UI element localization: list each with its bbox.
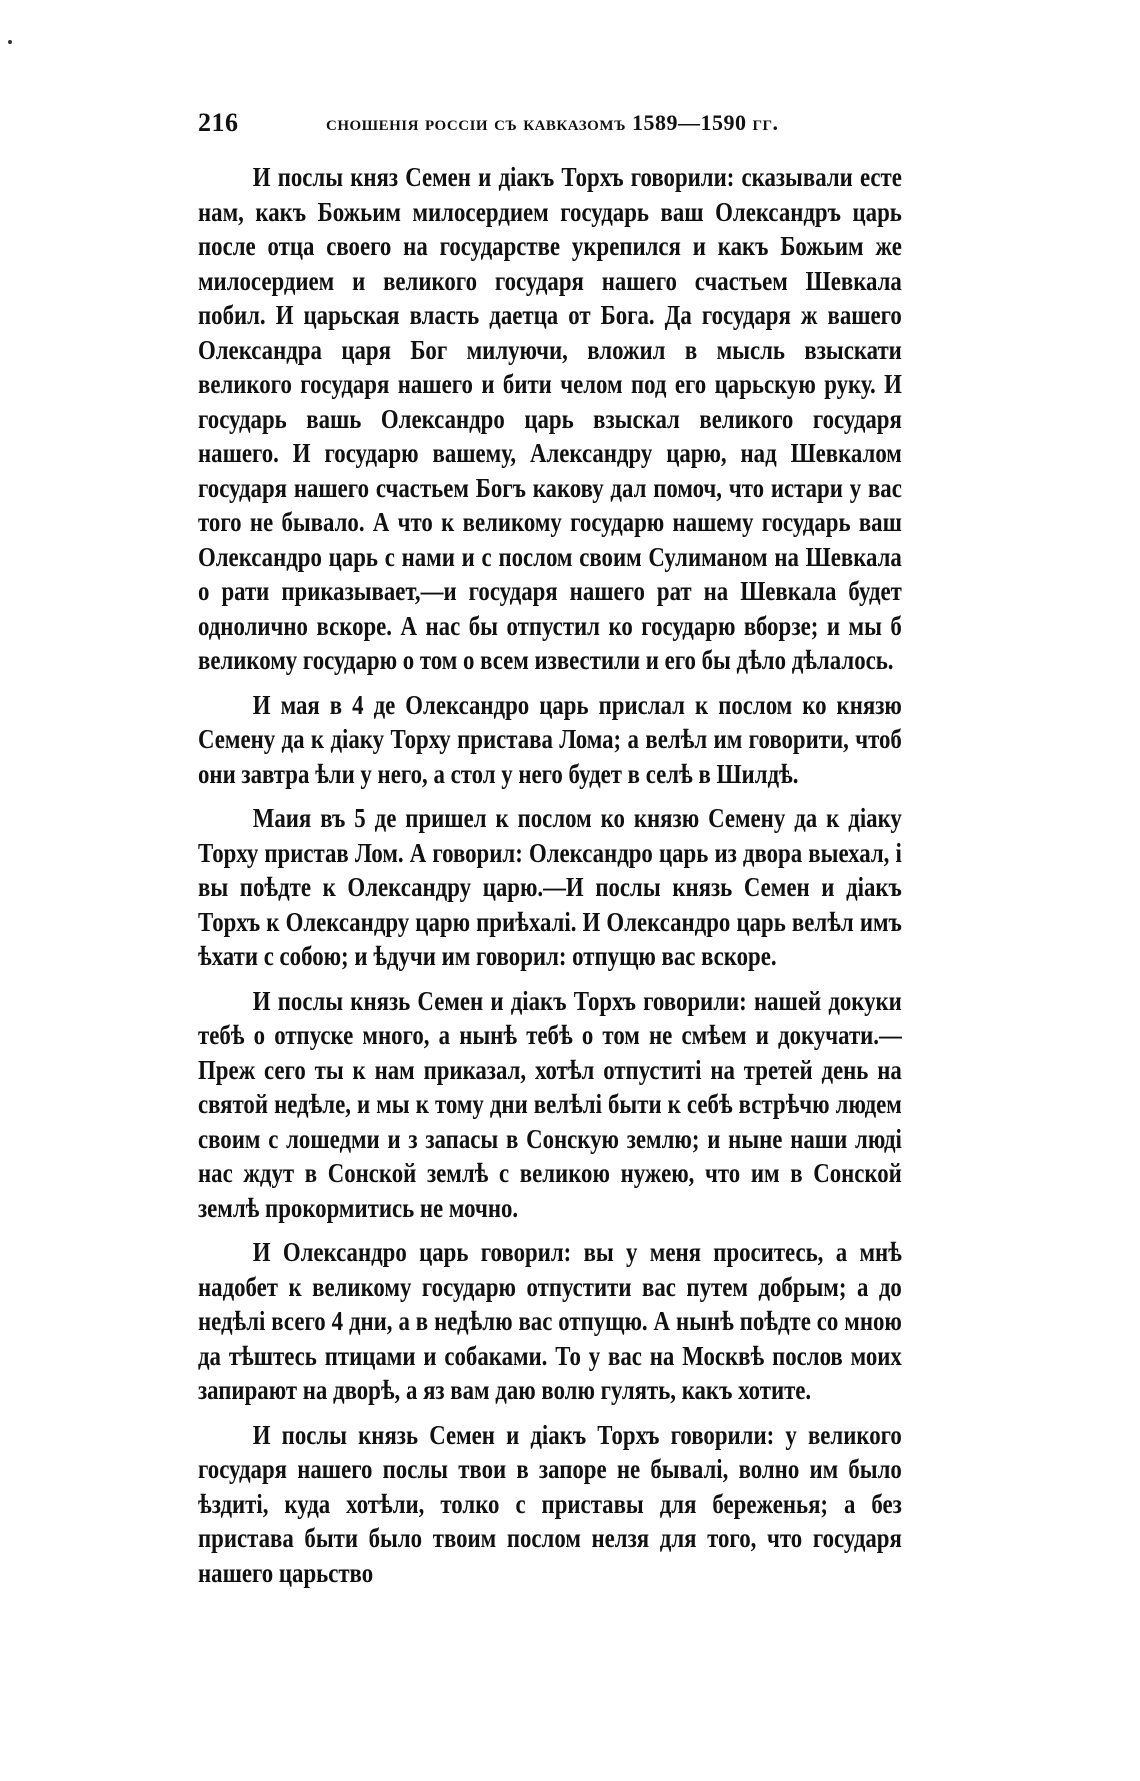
paragraph: И мая в 4 де Олександро царь прислал к послом ко князю Семену да к діаку Торху пристава Лома; а велѣл им говорити, чтоб они завтра ѣли у него, а стол у него будет в селѣ в Шилдѣ. [198,688,902,789]
paragraph: И послы князь Семен и діакъ Торхъ говорили: у великого государя нашего послы твои в запоре не бывалі, волно им было ѣздиті, куда хотѣли, толко с приставы для береженья; а без пристава быти было твоим послом нелзя для того, что государя нашего царьство [198,1418,902,1588]
paragraph: Маия въ 5 де пришел к послом ко князю Семену да к діаку Торху пристав Лом. А говорил: Олександро царь из двора выехал, і вы поѣдте к Олександру царю.—И послы князь Семен и діакъ Торхъ к Олександру царю приѣхалі. И Олександро царь велѣл имъ ѣхати с собою; и ѣдучи им говорил: отпущю вас вскоре. [198,802,902,971]
running-head: сношенія россіи съ кавказомъ 1589—1590 гг. [326,110,779,135]
page-number: 216 [198,108,239,137]
paragraph: И послы князь Семен и діакъ Торхъ говорили: нашей докуки тебѣ о отпуске много, а нынѣ тебѣ о том не смѣем и докучати.— Преж сего ты к нам приказал, хотѣл отпуститі на третей день на святой недѣле, и мы к тому дни велѣлі быти к себѣ встрѣчю людем своим с лошедми и з запасы в Сонскую землю; и ныне наши люді нас ждут в Сонской землѣ с великою нужею, что им в Сонской землѣ прокормитись не мочно. [198,984,902,1223]
paragraph: И послы княз Семен и діакъ Торхъ говорили: сказывали есте нам, какъ Божьим милосердием государь ваш Олександръ царь после отца своего на государстве укрепился и какъ Божьим же милосердием и великого государя нашего счастьем Шевкала побил. И царьская власть даетца от Бога. Да государя ж вашего Олександра царя Бог милуючи, вложил в мысль взыскати великого государя нашего и бити челом под его царьскую руку. И государь вашь Олександро царь взыскал великого государя нашего. И государю вашему, Александру царю, над Шевкалом государя нашего счастьем Богъ какову дал помоч, что истари у вас того не бывало. А что к великому государю нашему государь ваш Олександро царь с нами и с послом своим Сулиманом на Шевкала о рати приказывает,—и государя нашего рат на Шевкала будет однолично вскоре. А нас бы отпустил ко государю вборзе; и мы б великому государю о том о всем известили и его бы дѣло дѣлалось. [198,161,902,675]
page-header [198,108,924,148]
margin-speck [8,40,12,44]
body-text [198,160,902,1600]
paragraph: И Олександро царь говорил: вы у меня проситесь, а мнѣ надобет к великому государю отпустити вас путем добрым; а до недѣлі всего 4 дни, а в недѣлю вас отпущю. А нынѣ поѣдте со мною да тѣштесь птицами и собаками. То у вас на Москвѣ послов моих запирают на дворѣ, а яз вам даю волю гулять, какъ хотите. [198,1236,902,1405]
